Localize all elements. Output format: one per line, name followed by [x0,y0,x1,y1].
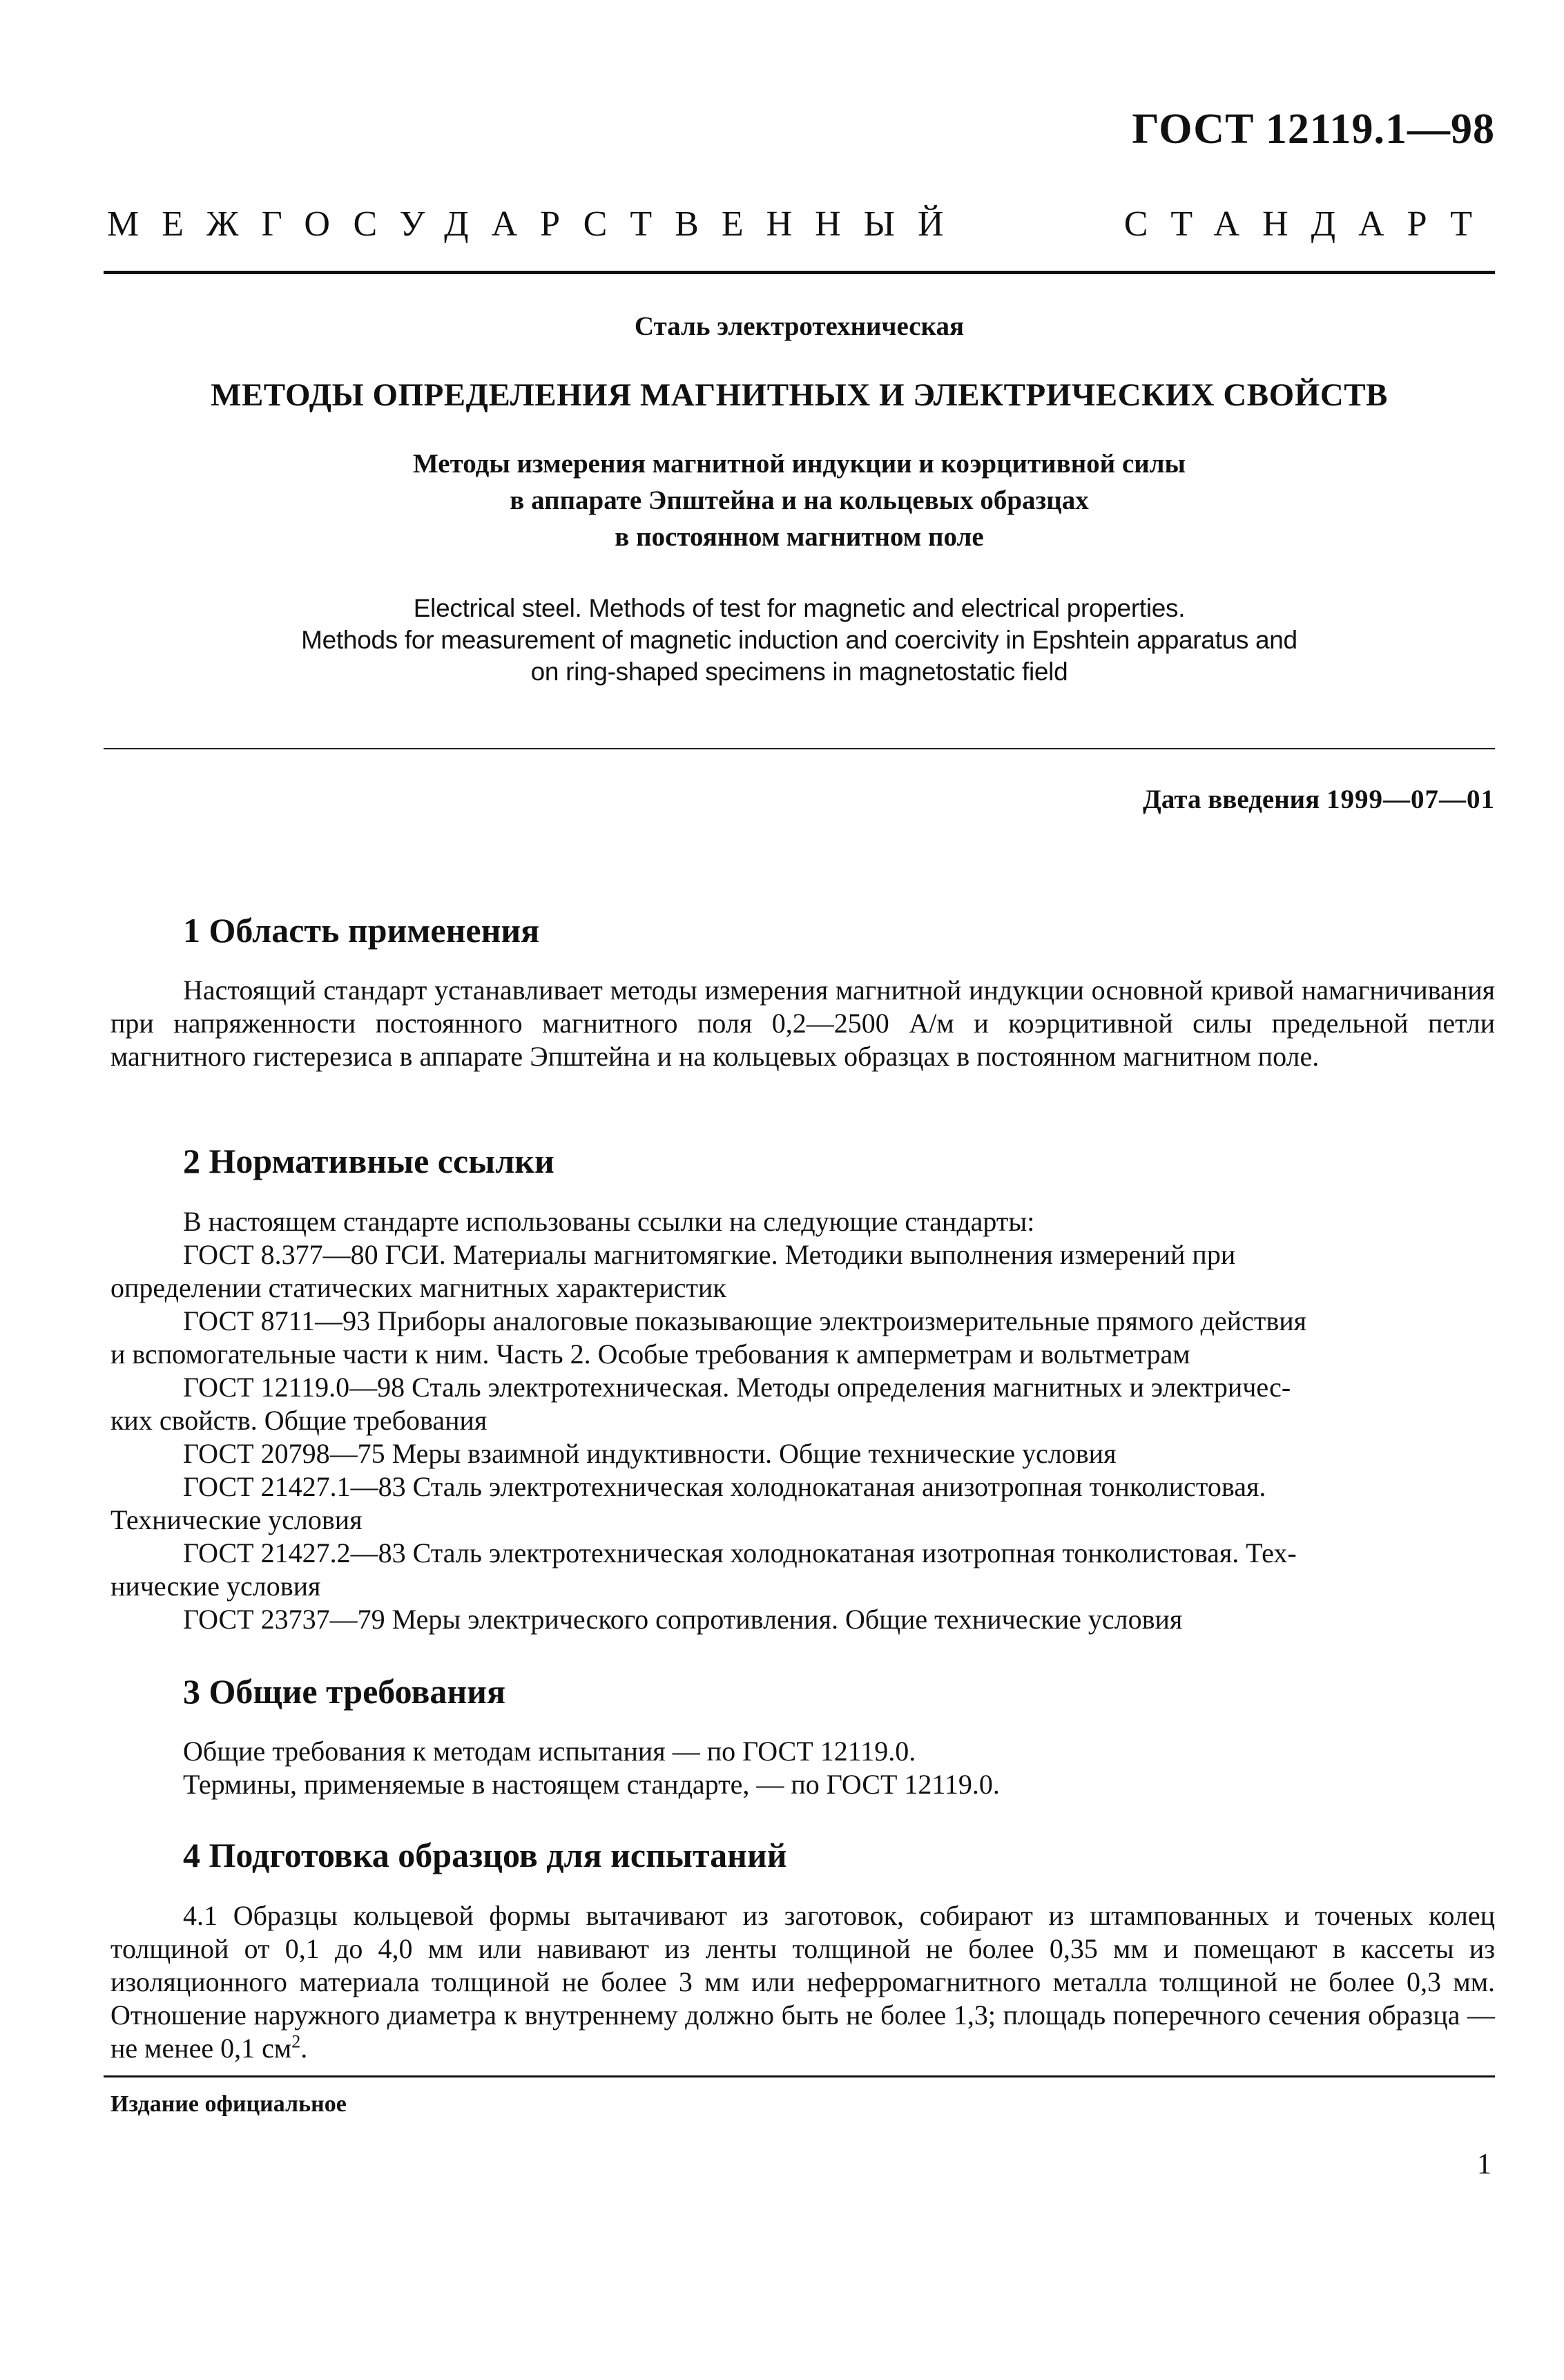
section-heading-2: 2 Нормативные ссылки [183,1142,554,1180]
section-1-paragraph: Настоящий стандарт устанавливает методы измерения магнитной индукции основной кривой намагничивания при напряженности постоянного магнитного поля 0,2—2500 А/м и коэрцитивной силы предельной петли магнитного гистерезиса в аппарате Эпштейна и на кольцевых образцах в постоянном магнитном поле. [110,975,1495,1072]
reference-entry: ГОСТ 23737—79 Меры электрического сопротивления. Общие технические условия [183,1604,1183,1635]
references-intro: В настоящем стандарте использованы ссылки на следующие стандарты: [183,1206,1035,1237]
english-title [104,593,1495,688]
section-heading-4: 4 Подготовка образцов для испытаний [183,1836,787,1874]
reference-entry: ГОСТ 21427.2—83 Сталь электротехническая холоднокатаная изотропная тонколистовая. Тех- [183,1537,1297,1568]
subtitle-line: Методы измерения магнитной индукции и коэрцитивной силы [412,449,1186,479]
square-superscript: 2 [291,2031,301,2052]
section-3-line: Общие требования к методам испытания — по ГОСТ 12119.0. [183,1736,916,1767]
reference-entry: ГОСТ 8711—93 Приборы аналоговые показывающие электроизмерительные прямого действия [183,1305,1307,1336]
interstate-standard-heading [107,204,1495,244]
english-title-line: on ring-shaped specimens in magnetostatic field [530,658,1068,686]
reference-entry-continuation: нические условия [110,1571,321,1602]
introduction-date-value: 1999—07—01 [1326,785,1495,814]
official-edition-label: Издание официальное [110,2091,347,2117]
reference-entry: ГОСТ 12119.0—98 Сталь электротехническая. Методы определения магнитных и электричес- [183,1372,1291,1403]
subtitle-line: в постоянном магнитном поле [615,522,984,552]
page-number: 1 [1477,2149,1491,2180]
section-3-line: Термины, применяемые в настоящем стандарте, — по ГОСТ 12119.0. [183,1769,1000,1800]
section-heading-1: 1 Область применения [183,911,540,950]
standard-label: СТАНДАРТ [1123,204,1495,244]
section-4-paragraph [110,1899,1495,2065]
introduction-date-label: Дата введения [1143,785,1320,814]
document-subtitle [104,445,1495,555]
interstate-label: МЕЖГОСУДАРСТВЕННЫЙ [107,204,967,244]
normative-references [110,1205,1495,1636]
subject-line: Сталь электротехническая [634,311,965,341]
document-title: МЕТОДЫ ОПРЕДЕЛЕНИЯ МАГНИТНЫХ И ЭЛЕКТРИЧЕСКИХ СВОЙСТВ [211,377,1388,413]
introduction-date [1143,784,1495,815]
reference-entry: ГОСТ 8.377—80 ГСИ. Материалы магнитомягкие. Методики выполнения измерений при [183,1239,1236,1270]
reference-entry: ГОСТ 21427.1—83 Сталь электротехническая холоднокатаная анизотропная тонколистовая. [183,1471,1266,1502]
section-4-text: 4.1 Образцы кольцевой формы вытачивают из заготовок, собирают из штампованных и точеных колец толщиной от 0,1 до 4,0 мм или навивают из ленты толщиной не более 0,35 мм и помещают в кассеты из изоляционного материала толщиной не более 3 мм или неферромагнитного металла толщиной не более 0,3 мм. Отношение наружного диаметра к внутреннему должно быть не более 1,3; площадь поперечного сечения образца — не менее 0,1 см [110,1900,1495,2064]
header-rule [104,271,1495,274]
reference-entry: ГОСТ 20798—75 Меры взаимной индуктивности. Общие технические условия [183,1438,1117,1469]
section-1-body [110,974,1495,1073]
title-rule [104,748,1495,749]
reference-entry-continuation: и вспомогательные части к ним. Часть 2. Особые требования к амперметрам и вольтметрам [110,1338,1190,1370]
reference-entry-continuation: Технические условия [110,1504,363,1535]
section-heading-3: 3 Общие требования [183,1672,506,1711]
section-3-body [110,1735,1495,1801]
section-4-tail: . [300,2033,308,2064]
english-title-line: Methods for measurement of magnetic induction and coercivity in Epshtein apparatus and [301,626,1297,654]
reference-entry-continuation: ких свойств. Общие требования [110,1405,487,1436]
english-title-line: Electrical steel. Methods of test for magnetic and electrical properties. [413,594,1186,622]
subtitle-line: в аппарате Эпштейна и на кольцевых образцах [510,486,1089,515]
standard-number: ГОСТ 12119.1—98 [1132,106,1495,153]
section-4-body [110,1899,1495,2065]
reference-entry-continuation: определении статических магнитных характеристик [110,1272,726,1303]
footer-rule [104,2075,1495,2077]
